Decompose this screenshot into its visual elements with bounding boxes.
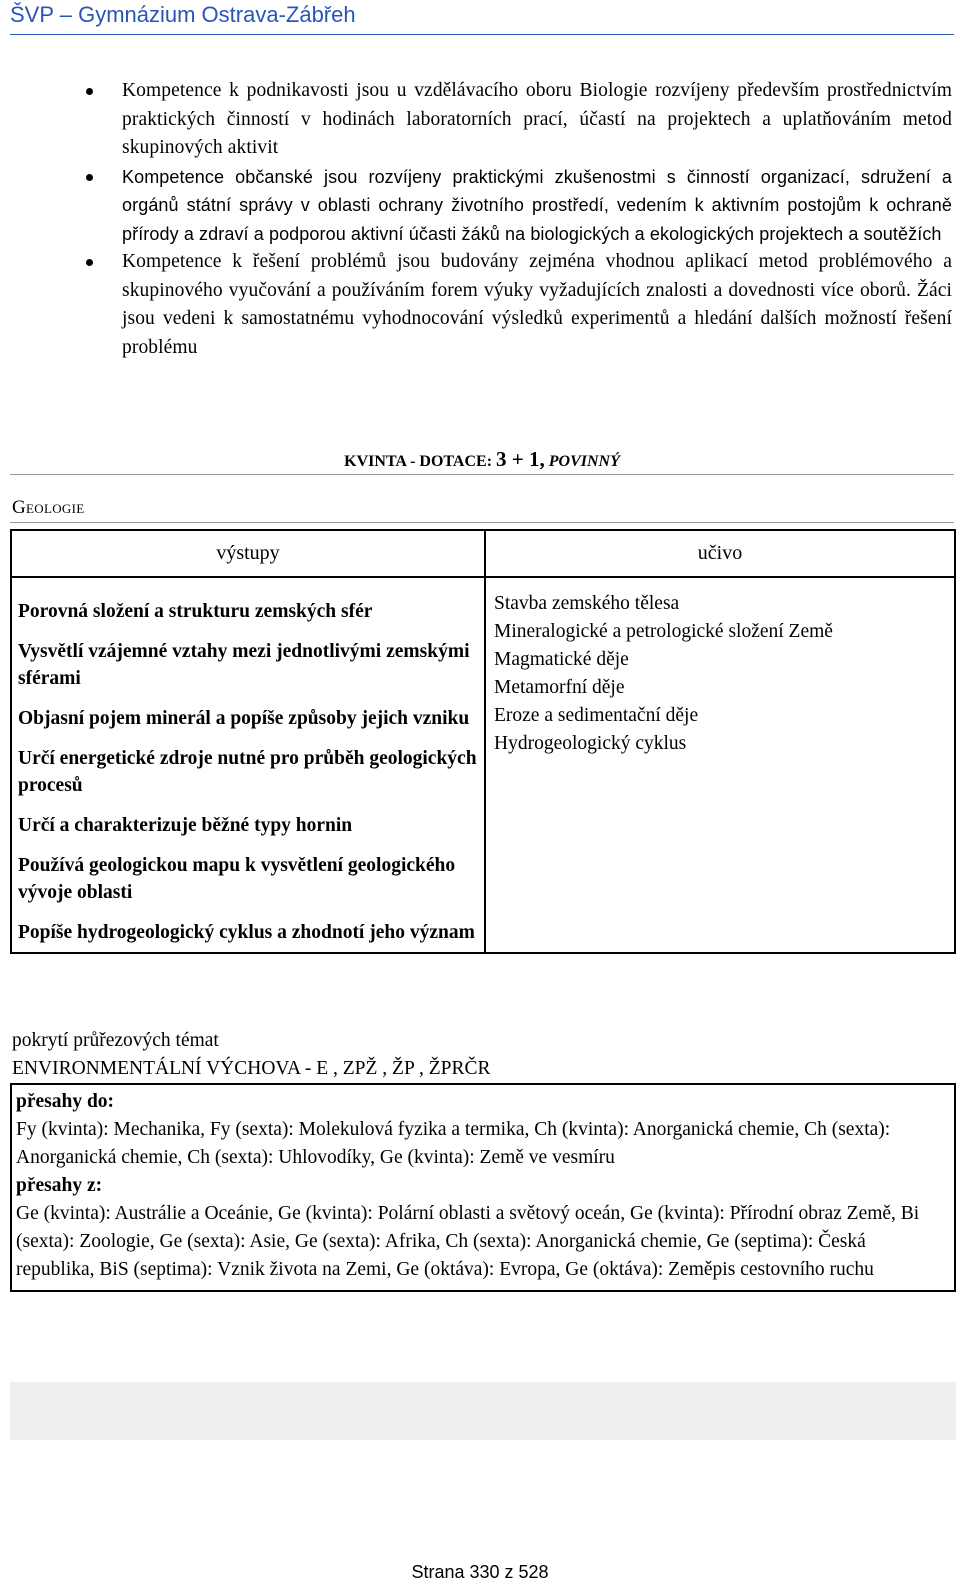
overlaps-to-text: Fy (kvinta): Mechanika, Fy (sexta): Molekulová fyzika a termika, Ch (kvinta): Anorganická chemie, Ch (sexta): Anorganická chemie, Ch (sexta): Uhlovodíky, Ge (kvinta): Země ve vesmíru	[16, 1119, 891, 1168]
curriculum-table	[10, 529, 956, 954]
dotace-value: 3 + 1,	[496, 447, 545, 471]
table-row	[11, 577, 955, 953]
bullet-icon	[86, 88, 93, 95]
competence-text: Kompetence k řešení problémů jsou budovány zejména vhodnou aplikací metod problémového a skupinového vyučování a používáním forem výuky vyžadujících znalosti a dovednosti více oborů. Žáci jsou vedeni k samostatnému vyhodnocování výsledků experimentů a hledání dalších možností řešení problému	[122, 251, 952, 358]
output-item: Používá geologickou mapu k vysvětlení geologického vývoje oblasti	[18, 855, 456, 903]
output-item: Určí a charakterizuje běžné typy hornin	[18, 815, 353, 836]
content-cell	[485, 577, 955, 953]
cross-curricular-section	[10, 1027, 956, 1292]
overlaps-to-label: přesahy do:	[16, 1091, 115, 1112]
overlaps-from-label: přesahy z:	[16, 1175, 103, 1196]
output-item: Vysvětlí vzájemné vztahy mezi jednotlivými zemskými sférami	[18, 641, 470, 689]
output-item: Porovná složení a strukturu zemských sfér	[18, 601, 373, 622]
subject-type: POVINNÝ	[548, 453, 620, 470]
bullet-icon	[86, 259, 93, 266]
outputs-column-header: výstupy	[11, 530, 485, 577]
content-column-header: učivo	[485, 530, 955, 577]
grade-allocation-heading	[10, 445, 954, 475]
content-item: Magmatické děje	[494, 649, 629, 670]
cross-topics-value: ENVIRONMENTÁLNÍ VÝCHOVA - E , ZPŽ , ŽP , ŽPRČR	[12, 1058, 491, 1079]
competence-item	[80, 248, 952, 362]
competence-item	[80, 77, 952, 163]
output-item: Objasní pojem minerál a popíše způsoby jejich vzniku	[18, 708, 470, 729]
content-item: Hydrogeologický cyklus	[494, 733, 687, 754]
overlaps-box	[10, 1083, 956, 1292]
outputs-cell	[11, 577, 485, 953]
blank-shaded-area	[10, 1382, 956, 1440]
competence-text: Kompetence občanské jsou rozvíjeny praktickými zkušenostmi s činností organizací, sdružení a orgánů státní správy v oblasti ochrany životního prostředí, vedením k aktivním postojům k ochraně přírody a zdraví a podporou aktivní účasti žáků na biologických a ekologických projektech a soutěžích	[122, 166, 952, 244]
table-header-row	[11, 530, 955, 577]
cross-topics-block	[10, 1027, 956, 1083]
cross-topics-label: pokrytí průřezových témat	[12, 1030, 219, 1051]
document-header-title: ŠVP – Gymnázium Ostrava-Zábřeh	[10, 2, 356, 27]
grade-label: KVINTA - DOTACE:	[344, 453, 493, 470]
competence-list	[80, 77, 952, 362]
content-item: Mineralogické a petrologické složení Země	[494, 621, 833, 642]
subject-divider	[10, 522, 954, 523]
page-number: Strana 330 z 528	[411, 1562, 549, 1582]
content-item: Stavba zemského tělesa	[494, 593, 680, 614]
subject-heading: Geologie	[12, 497, 85, 518]
content-item: Eroze a sedimentační děje	[494, 705, 699, 726]
bullet-icon	[86, 174, 93, 181]
output-item: Určí energetické zdroje nutné pro průběh geologických procesů	[18, 748, 477, 796]
overlaps-from-text: Ge (kvinta): Austrálie a Oceánie, Ge (kvinta): Polární oblasti a světový oceán, Ge (kvinta): Přírodní obraz Země, Bi (sexta): Zoologie, Ge (sexta): Asie, Ge (sexta): Afrika, Ch (sexta): Anorganická chemie, Ge (septima): Česká republika, BiS (septima): Vznik života na Zemi, Ge (oktáva): Evropa, Ge (oktáva): Zeměpis cestovního ruchu	[16, 1203, 920, 1280]
output-item: Popíše hydrogeologický cyklus a zhodnotí jeho význam	[18, 922, 475, 943]
header-divider	[10, 34, 954, 35]
competence-item	[80, 163, 952, 249]
content-item: Metamorfní děje	[494, 677, 625, 698]
competence-text: Kompetence k podnikavosti jsou u vzdělávacího oboru Biologie rozvíjeny především prostřednictvím praktických činností v hodinách laboratorních prací, účastí na projektech a uplatňováním metod skupinových aktivit	[122, 80, 952, 158]
